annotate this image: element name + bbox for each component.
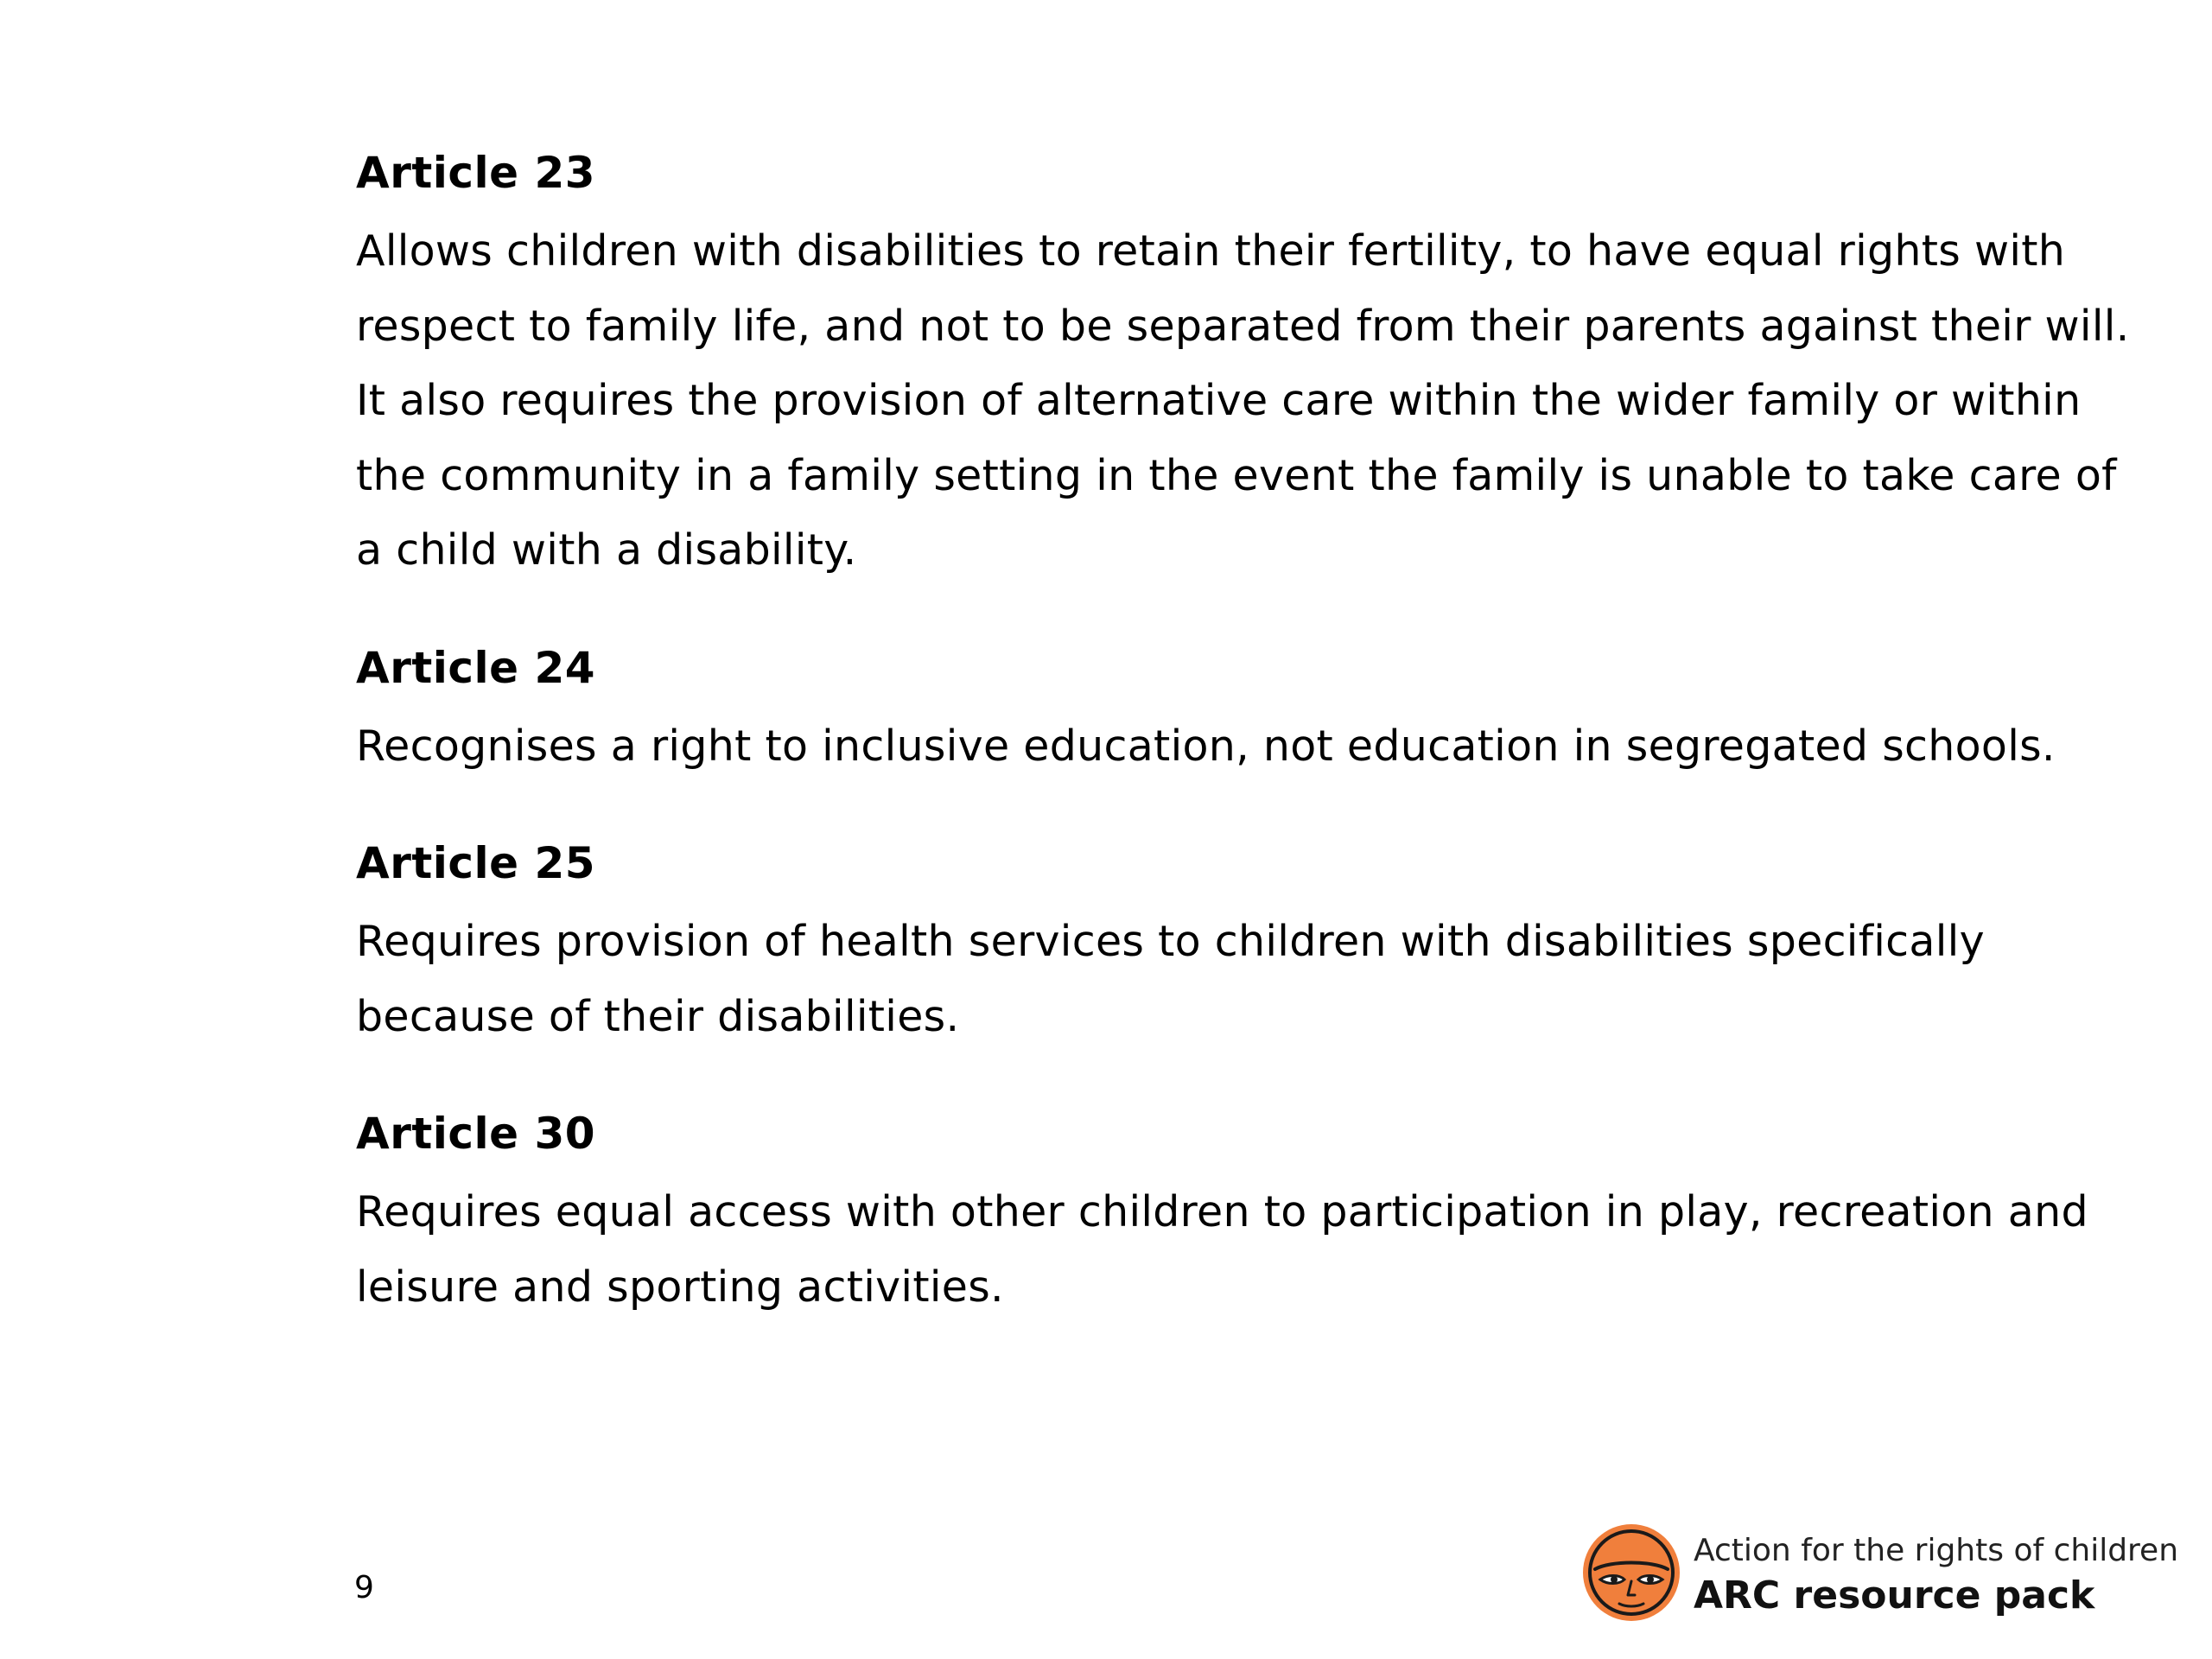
article-text: Requires provision of health services to children with disabilities specifically because of their disabilities. <box>356 917 1985 1041</box>
brand-footer <box>1581 1522 2179 1626</box>
article-30 <box>356 1101 2153 1325</box>
article-text: Allows children with disabilities to retain their fertility, to have equal rights with respect to family life, and not to be separated from their parents against their will. It also requires the provision of alternative care within the wider family or within the community in a family setting in the event the family is unable to take care of a child with a disability. <box>356 226 2130 575</box>
brand-tagline: Action for the rights of children <box>1694 1533 2179 1568</box>
article-text: Requires equal access with other children to participation in play, recreation and leisure and sporting activities. <box>356 1187 2088 1312</box>
brand-name: ARC resource pack <box>1694 1573 2095 1618</box>
article-heading: Article 25 <box>356 838 596 888</box>
article-23 <box>356 140 2153 588</box>
page-number: 9 <box>354 1570 374 1605</box>
article-text: Recognises a right to inclusive education, not education in segregated schools. <box>356 721 2056 771</box>
face-logo-icon <box>1581 1522 1681 1623</box>
article-heading: Article 24 <box>356 642 596 693</box>
article-24 <box>356 635 2153 785</box>
article-heading: Article 30 <box>356 1109 596 1159</box>
article-25 <box>356 830 2153 1054</box>
article-heading: Article 23 <box>356 148 596 198</box>
articles-list <box>356 140 2153 1371</box>
